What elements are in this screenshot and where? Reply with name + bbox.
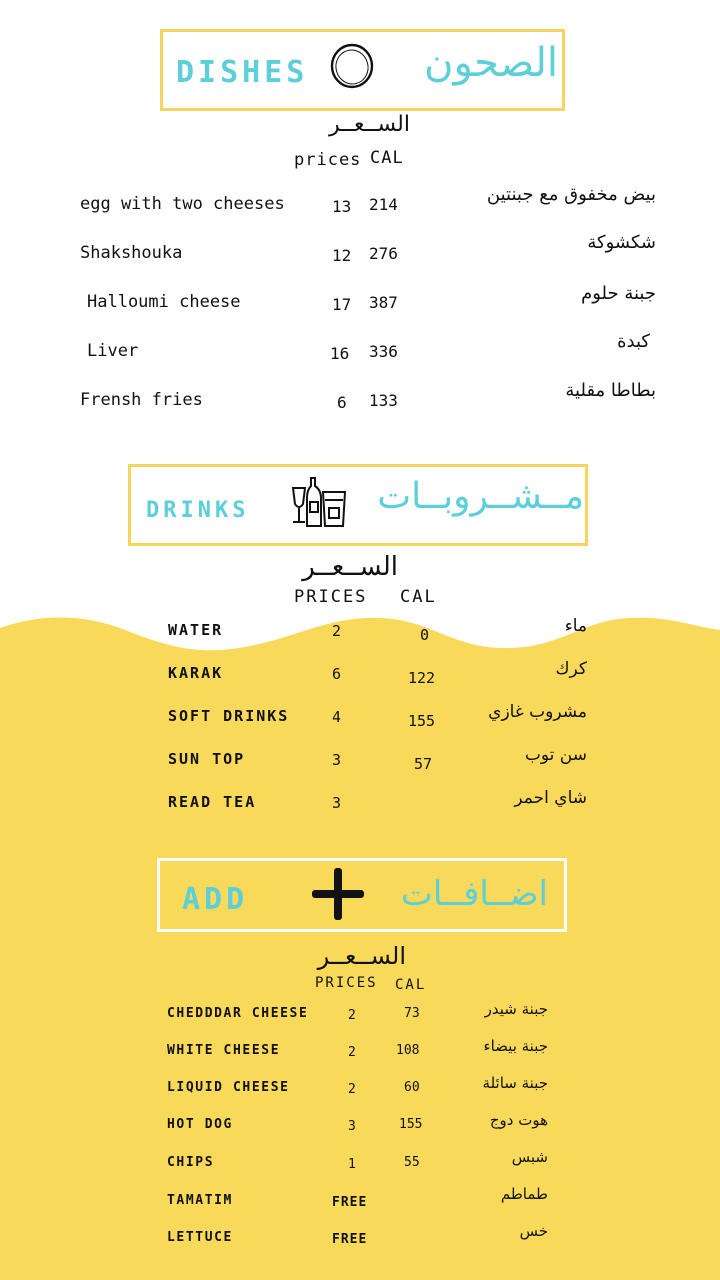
dishes-price-heading-ar: الســعــر — [329, 112, 410, 137]
addon-name-en: WHITE CHEESE — [167, 1043, 281, 1058]
dish-cal: 336 — [369, 342, 398, 361]
addon-name-ar: خس — [519, 1222, 548, 1240]
add-price-heading-ar: الســعــر — [317, 942, 406, 970]
drink-cal: 0 — [420, 626, 430, 644]
addon-name-ar: جبنة شيدر — [484, 1000, 548, 1018]
addon-price: 1 — [348, 1157, 356, 1172]
dishes-cal-label: CAL — [370, 148, 404, 168]
addon-name-ar: هوت دوج — [489, 1111, 548, 1129]
addon-cal: 73 — [404, 1006, 420, 1021]
dish-cal: 214 — [369, 195, 398, 214]
dish-cal: 387 — [369, 293, 398, 312]
add-title-ar: اضــافــات — [400, 874, 548, 914]
drink-price: 2 — [332, 622, 342, 640]
plate-icon — [327, 42, 375, 90]
addon-name-ar: شبس — [511, 1148, 548, 1166]
drink-name-en: READ TEA — [168, 793, 257, 811]
addon-name-en: LIQUID CHEESE — [167, 1080, 290, 1095]
drink-name-en: SOFT DRINKS — [168, 707, 290, 725]
drinks-title-en: DRINKS — [146, 498, 250, 523]
addon-price: FREE — [332, 1232, 368, 1247]
addon-name-en: LETTUCE — [167, 1230, 233, 1245]
dish-cal: 276 — [369, 244, 398, 263]
plus-icon — [310, 866, 366, 922]
add-cal-label: CAL — [395, 977, 427, 993]
dish-price: 16 — [330, 344, 350, 363]
addon-cal: 55 — [404, 1155, 420, 1170]
dish-name-ar: بيض مخفوق مع جبنتين — [486, 184, 656, 205]
addon-price: 2 — [348, 1082, 356, 1097]
drink-price: 3 — [332, 751, 342, 769]
add-prices-label: PRICES — [315, 975, 378, 991]
dish-price: 6 — [337, 393, 347, 412]
drink-name-ar: مشروب غازي — [488, 702, 587, 722]
yellow-wave-background — [0, 600, 720, 1280]
addon-cal: 155 — [399, 1117, 423, 1132]
addon-name-ar: جبنة بيضاء — [483, 1037, 548, 1055]
drinks-icon — [289, 474, 351, 532]
dish-name-ar: كبدة — [617, 331, 650, 352]
drinks-cal-label: CAL — [400, 587, 437, 607]
addon-price: 2 — [348, 1045, 356, 1060]
drink-name-en: WATER — [168, 621, 224, 639]
drink-name-ar: ماء — [564, 616, 587, 636]
dish-name-en: Liver — [87, 341, 139, 361]
addon-price: FREE — [332, 1195, 368, 1210]
drink-price: 6 — [332, 665, 342, 683]
dish-name-en: egg with two cheeses — [80, 194, 285, 214]
addon-price: 2 — [348, 1008, 356, 1023]
drink-cal: 57 — [414, 755, 433, 773]
drink-price: 4 — [332, 708, 342, 726]
drinks-title-ar: مــشــروبــات — [377, 476, 584, 517]
drink-name-en: KARAK — [168, 664, 224, 682]
addon-name-en: TAMATIM — [167, 1193, 233, 1208]
drink-name-en: SUN TOP — [168, 750, 246, 768]
dish-name-ar: شكشوكة — [587, 232, 656, 253]
dish-name-en: Shakshouka — [80, 243, 183, 263]
drink-cal: 155 — [408, 712, 436, 730]
addon-name-en: CHEDDDAR CHEESE — [167, 1006, 309, 1021]
addon-name-en: CHIPS — [167, 1155, 215, 1170]
dish-price: 13 — [332, 197, 352, 216]
addon-name-ar: طماطم — [500, 1185, 548, 1203]
dish-name-ar: جبنة حلوم — [581, 283, 656, 304]
drink-name-ar: كرك — [555, 659, 587, 679]
drink-name-ar: شاي احمر — [514, 788, 587, 808]
addon-cal: 60 — [404, 1080, 420, 1095]
dish-cal: 133 — [369, 391, 398, 410]
drinks-prices-label: PRICES — [294, 587, 368, 607]
drink-cal: 122 — [408, 669, 436, 687]
dish-price: 12 — [332, 246, 352, 265]
add-title-en: ADD — [182, 882, 249, 917]
drink-price: 3 — [332, 794, 342, 812]
dishes-title-en: DISHES — [176, 55, 309, 90]
dish-name-en: Frensh fries — [80, 390, 203, 410]
dishes-prices-label: prices — [294, 150, 362, 170]
drinks-price-heading-ar: الســعــر — [302, 552, 398, 582]
dish-price: 17 — [332, 295, 352, 314]
dish-name-en: Halloumi cheese — [87, 292, 241, 312]
drink-name-ar: سن توب — [524, 745, 587, 765]
addon-cal: 108 — [396, 1043, 420, 1058]
dishes-title-ar: الصحون — [424, 40, 558, 86]
addon-name-en: HOT DOG — [167, 1117, 233, 1132]
dish-name-ar: بطاطا مقلية — [565, 380, 656, 401]
addon-name-ar: جبنة سائلة — [482, 1074, 548, 1092]
addon-price: 3 — [348, 1119, 356, 1134]
